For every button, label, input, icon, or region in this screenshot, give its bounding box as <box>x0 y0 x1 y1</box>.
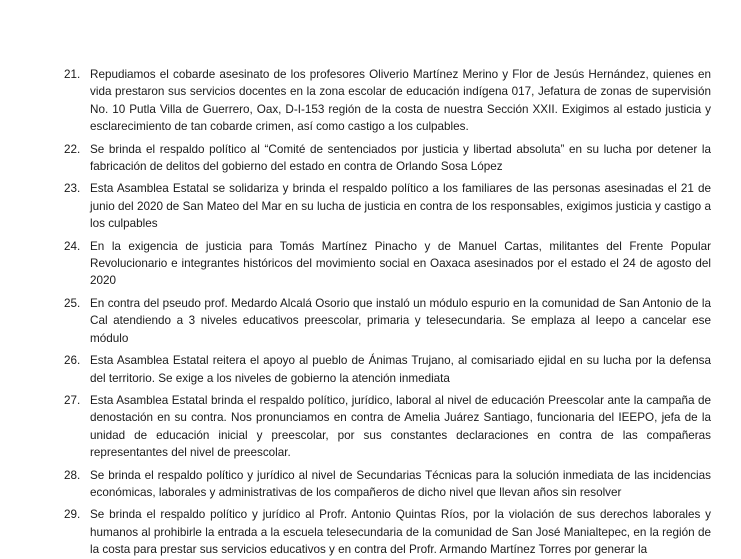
item-text: Esta Asamblea Estatal se solidariza y brinda el respaldo político a los familiares de las personas asesinadas el 21 de junio del 2020 de San Mateo del Mar en su lucha de justicia en contra de los responsables, exigimos justicia y castigo a los culpables <box>90 182 711 231</box>
item-text: Esta Asamblea Estatal reitera el apoyo al pueblo de Ánimas Trujano, al comisariado ejidal en su lucha por la defensa del territorio. Se exige a los niveles de gobierno la atención inmediata <box>90 354 711 385</box>
item-number: 28. <box>64 468 81 482</box>
resolutions-list <box>0 66 741 559</box>
list-item <box>0 238 741 290</box>
item-text: Esta Asamblea Estatal brinda el respaldo político, jurídico, laboral al nivel de educación Preescolar ante la campaña de denostación en su contra. Nos pronunciamos en contra de Amelia Juárez Santiago, funcionaria del IEEPO, jefa de la unidad de educación inicial y preescolar, por sus constantes declaraciones en contra de las compañeras representantes del nivel de preescolar. <box>90 393 711 460</box>
list-item <box>0 180 741 232</box>
item-number: 24. <box>64 239 81 253</box>
list-item <box>0 295 741 347</box>
item-number: 21. <box>64 68 81 81</box>
list-item <box>0 506 741 558</box>
item-number: 27. <box>64 393 81 407</box>
item-text: Repudiamos el cobarde asesinato de los profesores Oliverio Martínez Merino y Flor de Jesús Hernández, quienes en vida prestaron sus servicios docentes en la zona escolar de educación indígena 017, Jefatura de zonas de supervisión No. 10 Putla Villa de Guerrero, Oax, D-I-153 región de la costa de nuestra Sección XXII. Exigimos al estado justicia y esclarecimiento de tan cobarde crimen, así como castigo a los culpables. <box>90 68 711 134</box>
item-number: 29. <box>64 508 81 522</box>
item-text: En la exigencia de justicia para Tomás Martínez Pinacho y de Manuel Cartas, militantes del Frente Popular Revolucionario e integrantes históricos del movimiento social en Oaxaca asesinados por el estado el 24 de agosto del 2020 <box>90 239 711 288</box>
list-item <box>0 467 741 502</box>
item-number: 22. <box>64 142 81 156</box>
item-text: Se brinda el respaldo político y jurídico al Profr. Antonio Quintas Ríos, por la violación de sus derechos laborales y humanos al prohibirle la entrada a la escuela telesecundaria de la comunidad de San José Manialtepec, en la región de la costa para prestar sus servicios educativos y en contra del Profr. Armando Martínez Torres por generar la <box>90 508 711 557</box>
item-number: 25. <box>64 296 81 310</box>
item-text: En contra del pseudo prof. Medardo Alcalá Osorio que instaló un módulo espurio en la comunidad de San Antonio de la Cal atendiendo a 3 niveles educativos preescolar, primaria y telesecundaria. Se emplaza al Ieepo a cancelar ese módulo <box>90 296 711 345</box>
item-text: Se brinda el respaldo político y jurídico al nivel de Secundarias Técnicas para la solución inmediata de las incidencias económicas, laborales y administrativas de los compañeros de dicho nivel que llevan años sin resolver <box>90 468 711 499</box>
list-item <box>0 392 741 462</box>
item-text: Se brinda el respaldo político al “Comité de sentenciados por justicia y libertad absoluta” en su lucha por detener la fabricación de delitos del gobierno del estado en contra de Orlando Sosa López <box>90 142 711 174</box>
item-number: 23. <box>64 182 81 196</box>
item-number: 26. <box>64 354 81 368</box>
list-item <box>0 141 741 176</box>
list-item <box>0 352 741 387</box>
list-item <box>0 66 741 136</box>
